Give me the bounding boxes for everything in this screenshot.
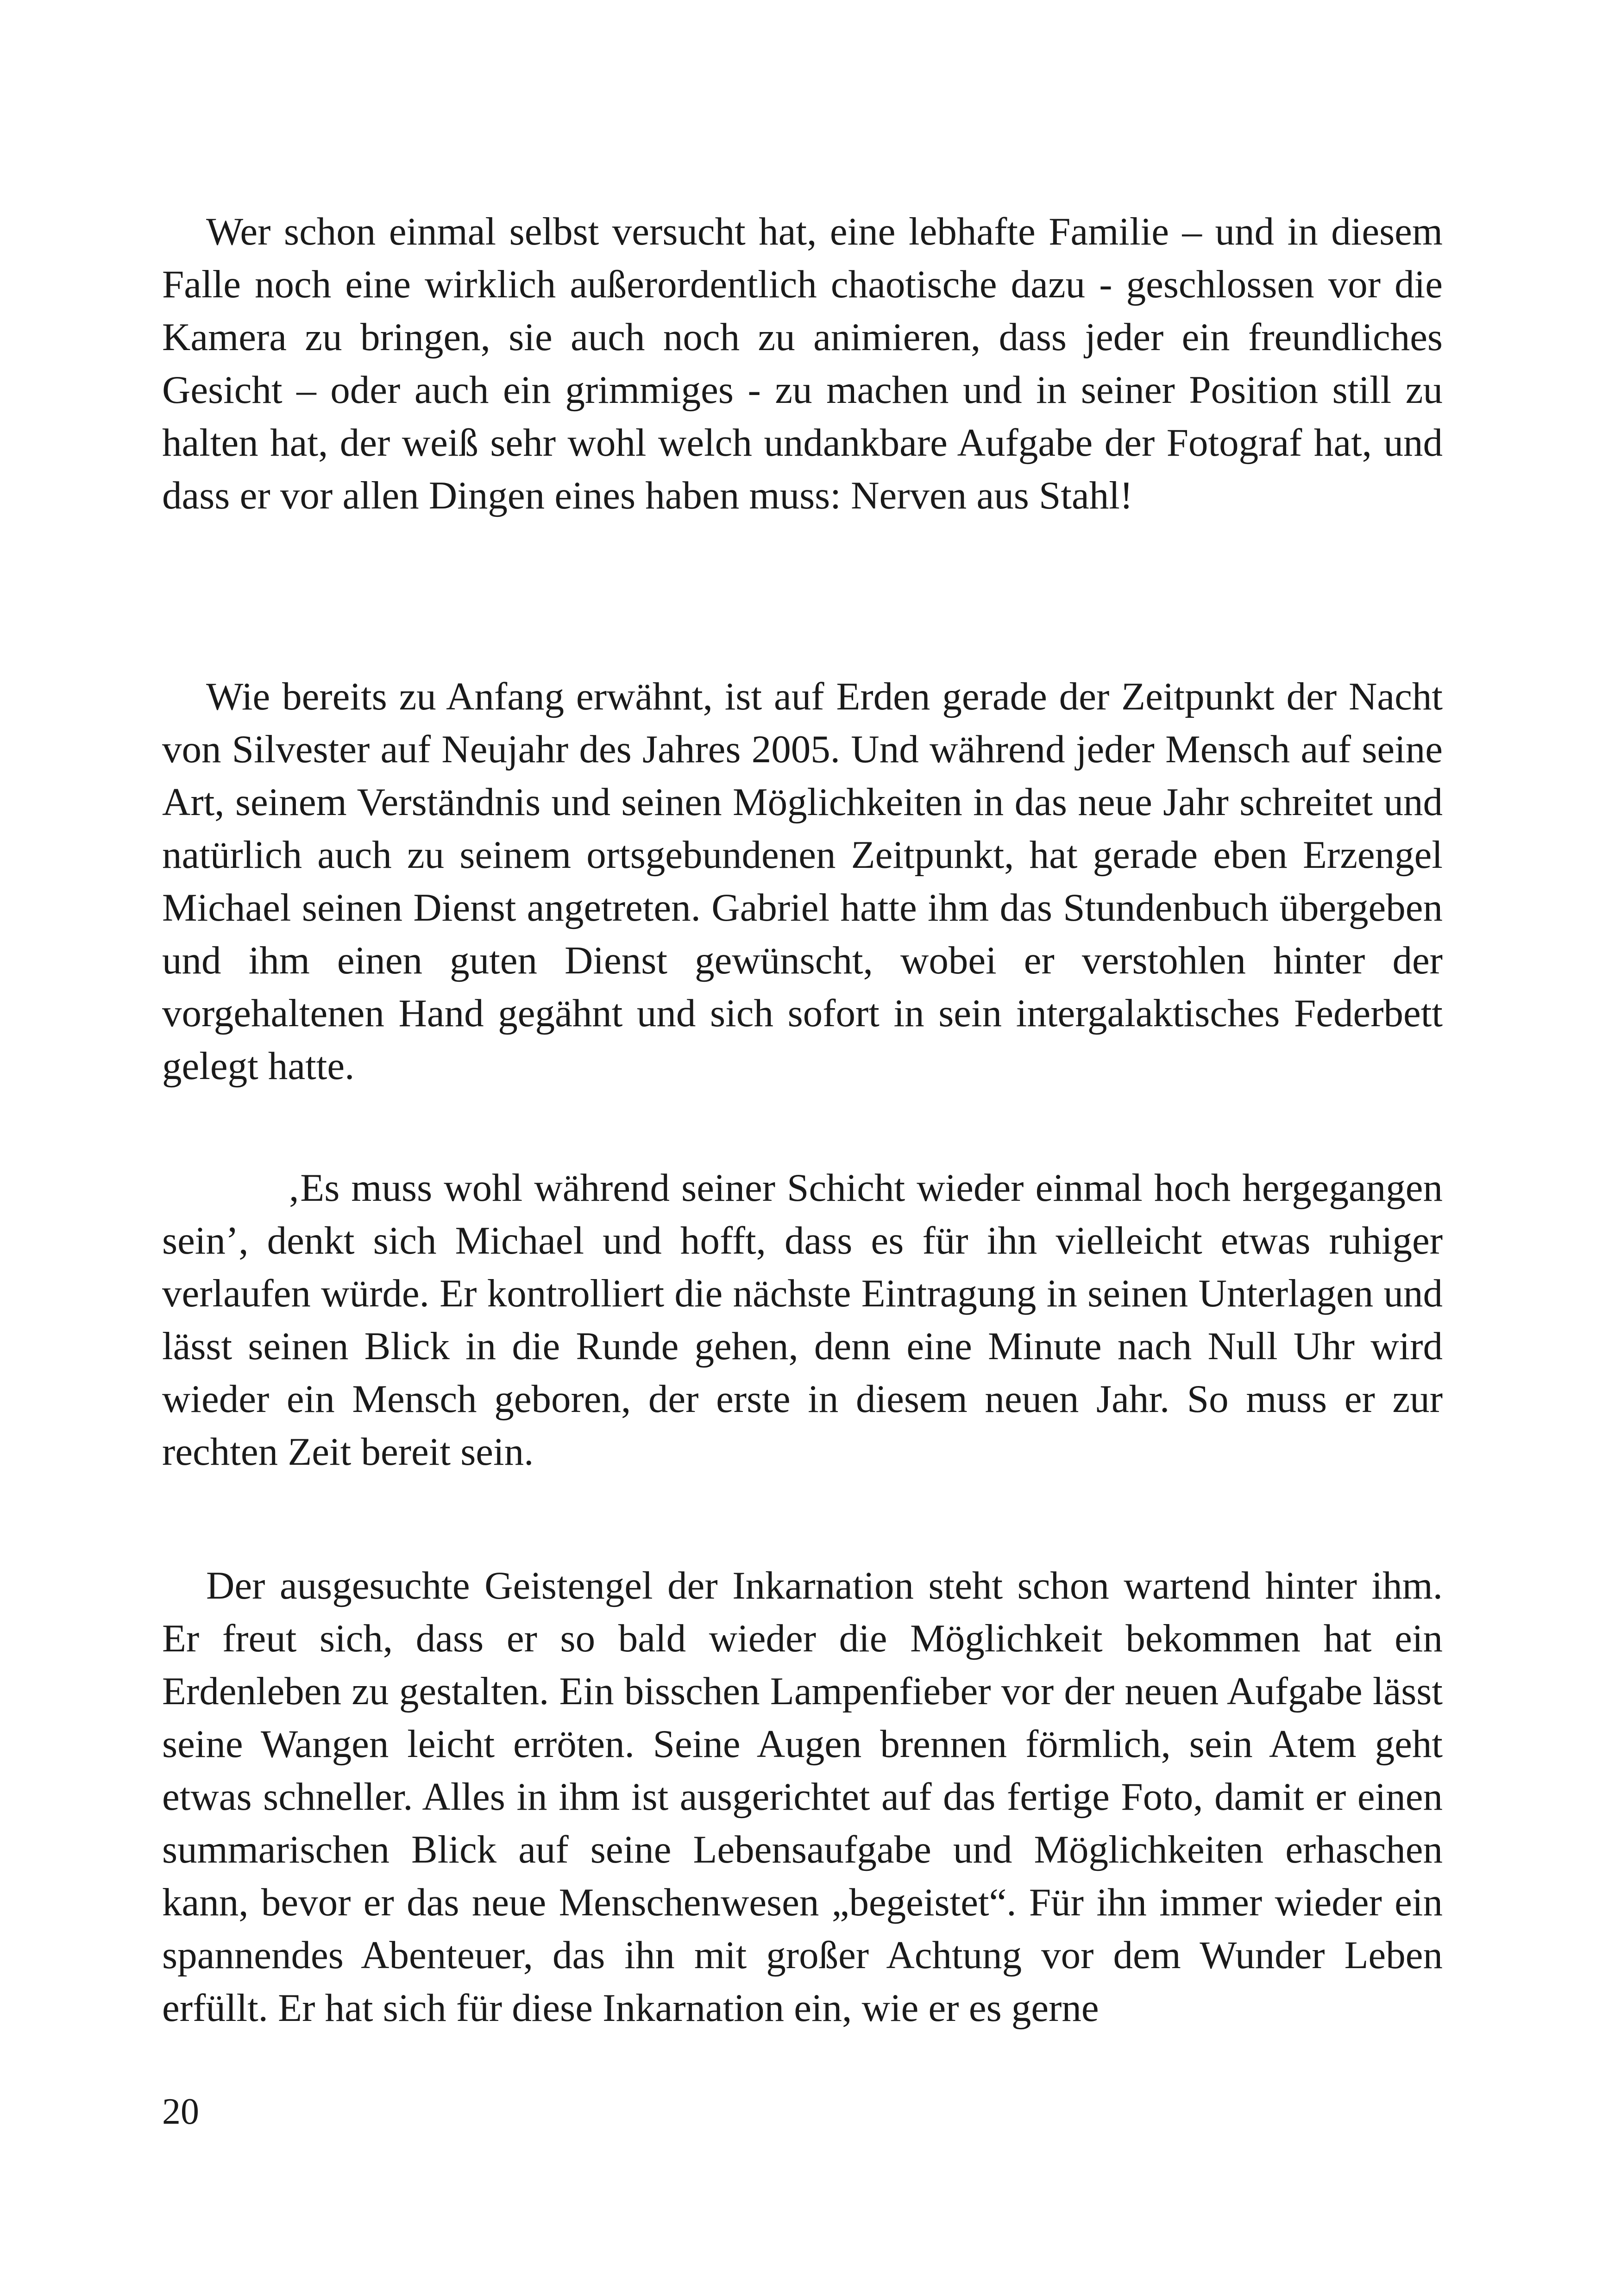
paragraph-family-photo: Wer schon einmal selbst versucht hat, eine lebhafte Familie – und in diesem Falle noch eine wirklich außerordentlich chaotische dazu - geschlossen vor die Kamera zu bringen, sie auch noch zu animieren, dass jeder ein freundliches Gesicht – oder auch ein grimmiges - zu machen und in seiner Position still zu halten hat, der weiß sehr wohl welch undankbare Aufgabe der Fotograf hat, und dass er vor allen Dingen eines haben muss: Nerven aus Stahl! bbox=[162, 210, 1443, 517]
page-number: 20 bbox=[162, 2091, 199, 2132]
paragraph-michael-thoughts: ‚Es muss wohl während seiner Schicht wieder einmal hoch hergegangen sein’, denkt sich Michael und hofft, dass es für ihn vielleicht etwas ruhiger verlaufen würde. Er kontrolliert die nächste Eintragung in seinen Unterlagen und lässt seinen Blick in die Runde gehen, denn eine Minute nach Null Uhr wird wieder ein Mensch geboren, der erste in diesem neuen Jahr. So muss er zur rechten Zeit bereit sein. bbox=[162, 1166, 1443, 1474]
paragraph-incarnation-angel: Der ausgesuchte Geistengel der Inkarnation steht schon wartend hinter ihm. Er freut sich, dass er so bald wieder die Möglichkeit bekommen hat ein Erdenleben zu gestalten. Ein bisschen Lampenfieber vor der neuen Aufgabe lässt seine Wangen leicht erröten. Seine Augen brennen förmlich, sein Atem geht etwas schneller. Alles in ihm ist ausgerichtet auf das fertige Foto, damit er einen summarischen Blick auf seine Lebensaufgabe und Möglichkeiten erhaschen kann, bevor er das neue Menschenwesen „begeistet“. Für ihn immer wieder ein spannendes Abenteuer, das ihn mit großer Achtung vor dem Wunder Leben erfüllt. Er hat sich für diese Inkarnation ein, wie er es gerne bbox=[162, 1564, 1443, 2030]
paragraph-new-year-night: Wie bereits zu Anfang erwähnt, ist auf Erden gerade der Zeitpunkt der Nacht von Silvester auf Neujahr des Jahres 2005. Und während jeder Mensch auf seine Art, seinem Verständnis und seinen Möglichkeiten in das neue Jahr schreitet und natürlich auch zu seinem ortsgebundenen Zeitpunkt, hat gerade eben Erzengel Michael seinen Dienst angetreten. Gabriel hatte ihm das Stundenbuch übergeben und ihm einen guten Dienst gewünscht, wobei er verstohlen hinter der vorgehaltenen Hand gegähnt und sich sofort in sein intergalaktisches Federbett gelegt hatte. bbox=[162, 675, 1443, 1088]
